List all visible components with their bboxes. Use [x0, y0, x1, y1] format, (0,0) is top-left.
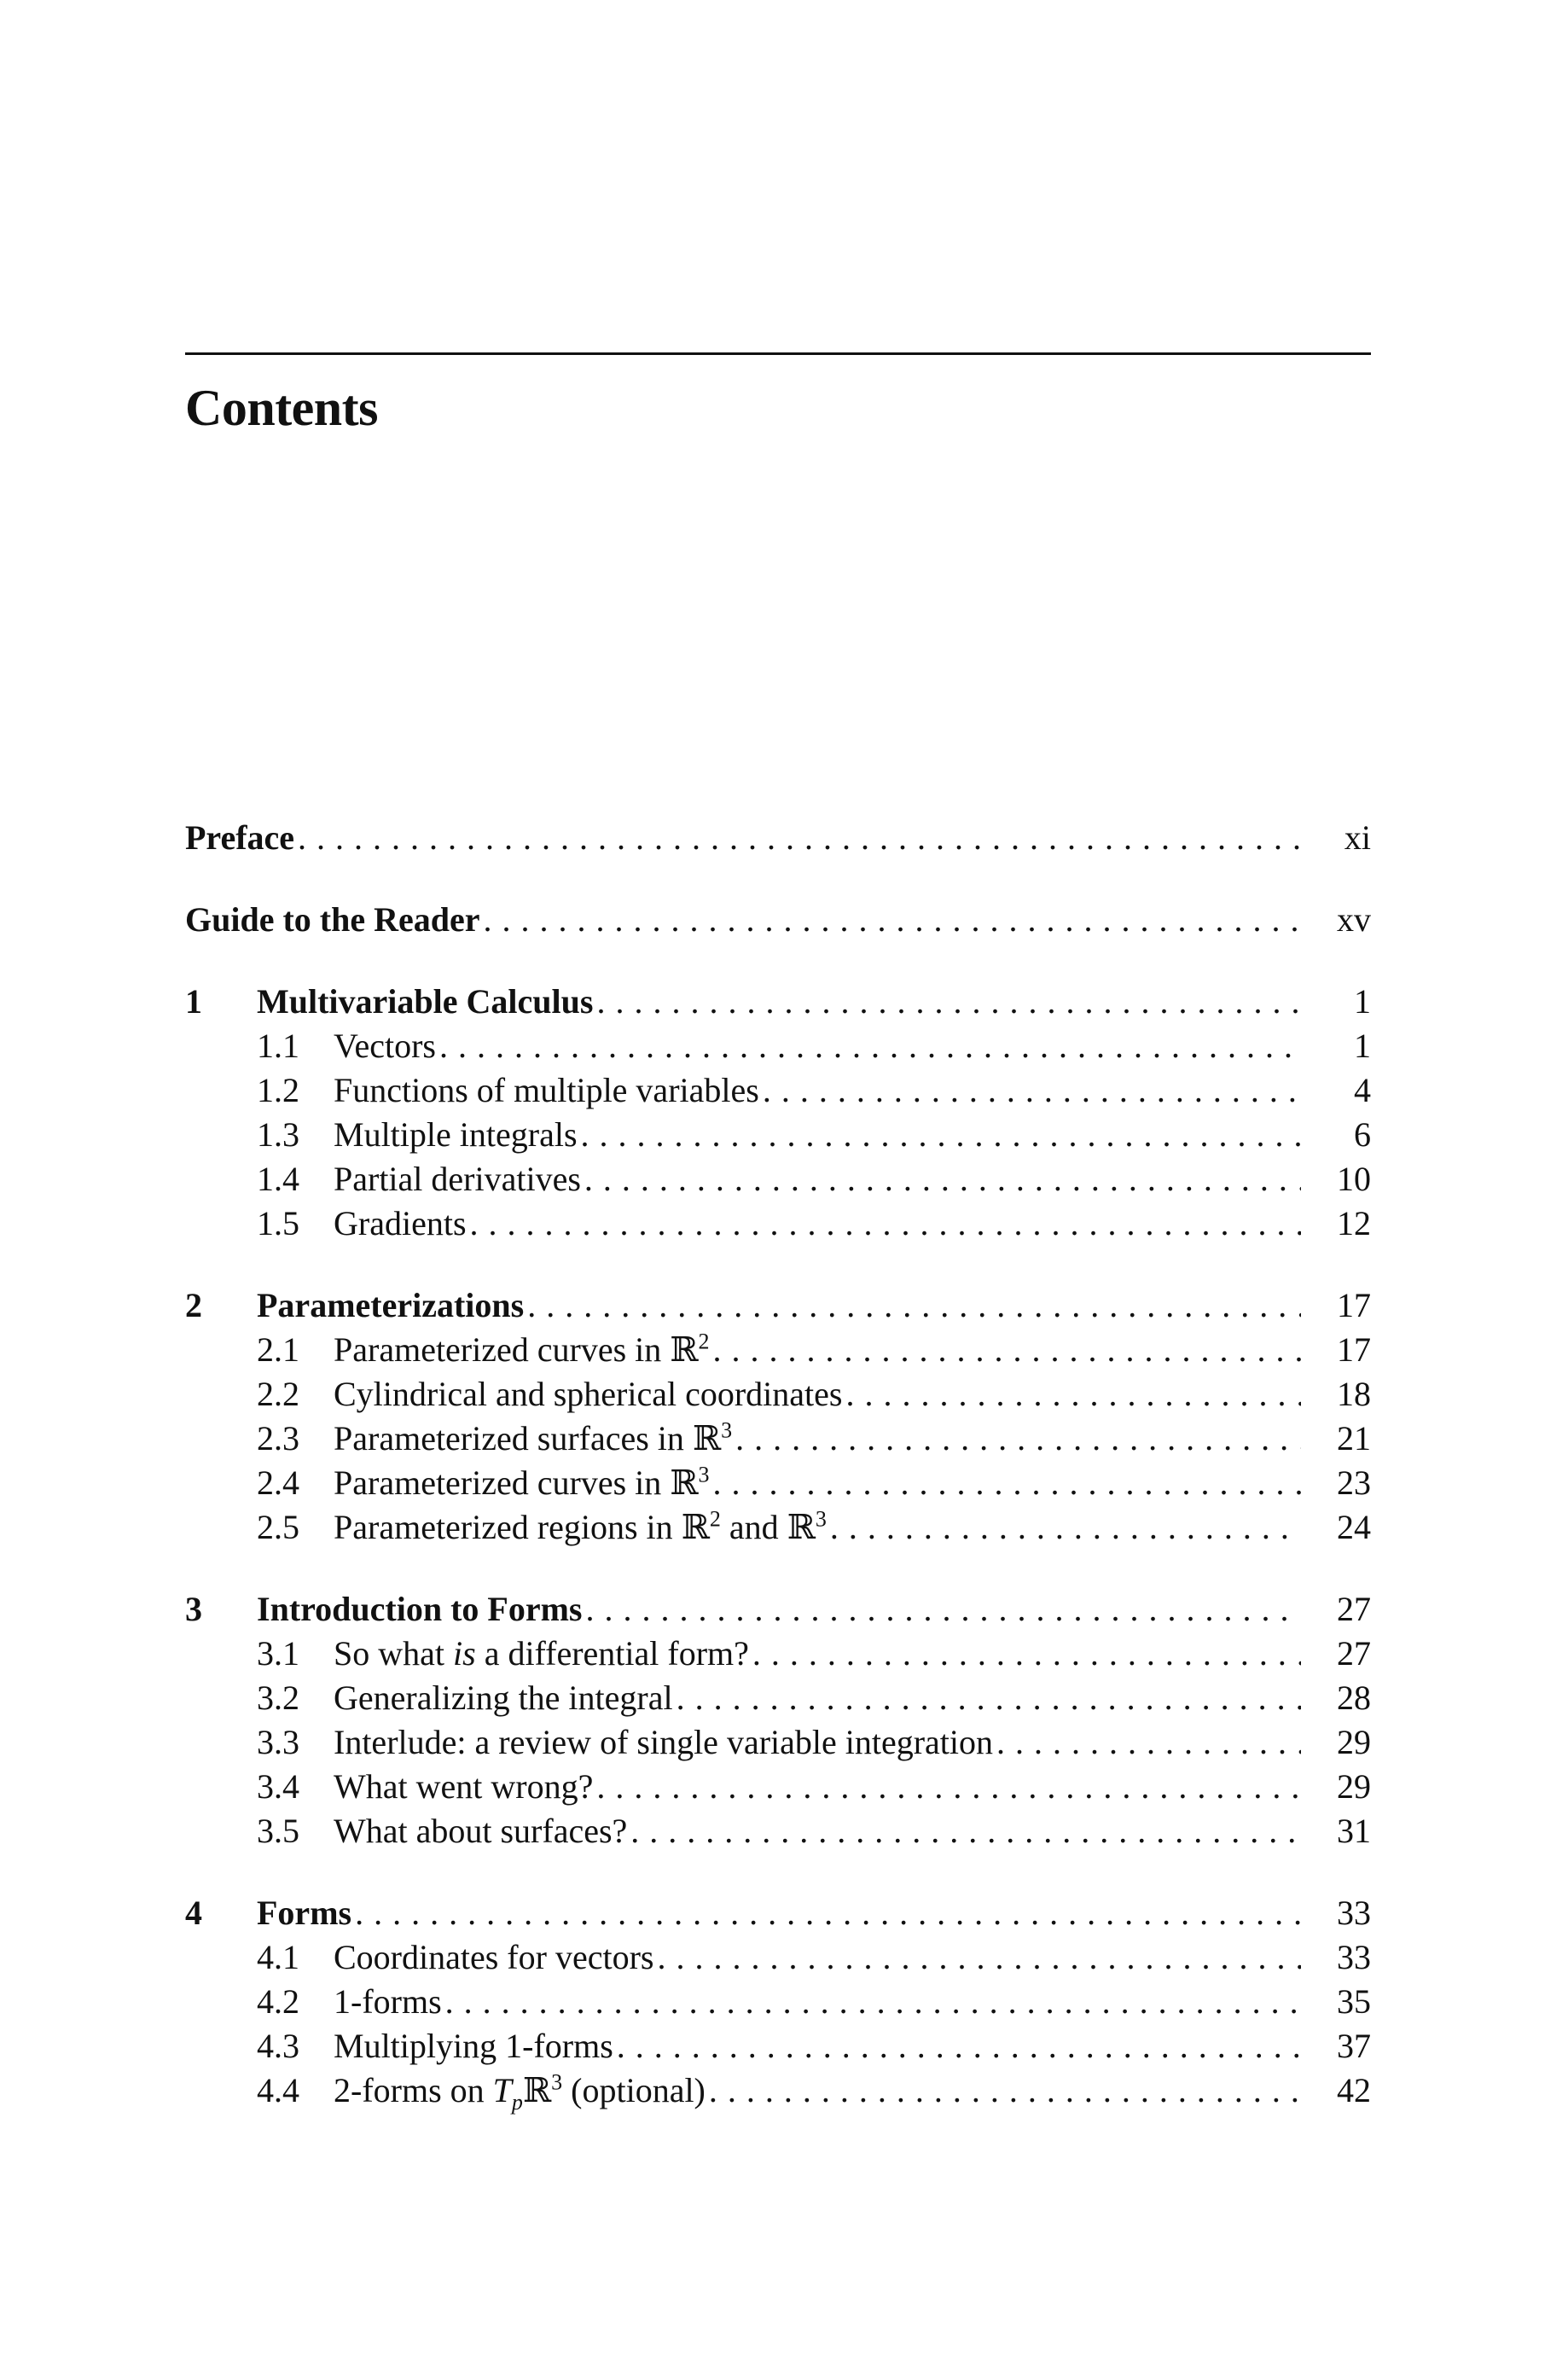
toc-chapter-4[interactable] [185, 1891, 1371, 1935]
reals-symbol: ℝ [670, 1330, 699, 1370]
entry-page: 37 [1337, 2027, 1371, 2065]
section-title: Multiple integrals [334, 1115, 578, 1154]
toc-section-4-2[interactable] [185, 1980, 1371, 2024]
reals-symbol: ℝ [692, 1419, 722, 1458]
toc-section-3-2[interactable] [185, 1676, 1371, 1720]
entry-page: 10 [1337, 1160, 1371, 1198]
section-title: Parameterized curves in ℝ$^2$ [334, 1329, 710, 1370]
entry-page: 31 [1337, 1812, 1371, 1850]
page-title: Contents [185, 380, 379, 436]
entry-page: 42 [1337, 2071, 1371, 2109]
toc-section-1-5[interactable] [185, 1201, 1371, 1246]
toc-section-4-3[interactable] [185, 2024, 1371, 2068]
dot-leader [439, 1024, 1301, 1068]
entry-page: xi [1344, 818, 1371, 857]
entry-page: 29 [1337, 1767, 1371, 1806]
section-number: 3.1 [257, 1634, 299, 1673]
chapter-title: Multivariable Calculus [257, 982, 594, 1021]
entry-page: 27 [1337, 1590, 1371, 1628]
dot-leader [845, 1372, 1301, 1417]
section-number: 2.5 [257, 1508, 299, 1546]
dot-leader [596, 1765, 1301, 1809]
section-number: 3.2 [257, 1679, 299, 1717]
entry-page: 1 [1354, 982, 1371, 1021]
entry-page: 1 [1354, 1027, 1371, 1065]
section-title: Multiplying 1-forms [334, 2027, 613, 2065]
toc-section-2-1[interactable] [185, 1328, 1371, 1372]
toc-section-4-4[interactable] [185, 2068, 1371, 2113]
section-number: 1.5 [257, 1204, 299, 1242]
entry-page: 23 [1337, 1463, 1371, 1502]
chapter-title: Introduction to Forms [257, 1590, 583, 1628]
entry-label: Guide to the Reader [185, 900, 480, 939]
toc-section-1-3[interactable] [185, 1113, 1371, 1157]
chapter-number: 4 [185, 1894, 202, 1932]
entry-page: 17 [1337, 1330, 1371, 1369]
toc-section-1-1[interactable] [185, 1024, 1371, 1068]
dot-leader [581, 1113, 1301, 1157]
entry-page: 29 [1337, 1723, 1371, 1761]
dot-leader [713, 1328, 1301, 1372]
section-number: 3.5 [257, 1812, 299, 1850]
toc-section-2-4[interactable] [185, 1461, 1371, 1505]
section-title: Gradients [334, 1204, 467, 1242]
toc-page [185, 0, 1371, 2368]
dot-leader [585, 1587, 1301, 1632]
dot-leader [484, 898, 1301, 942]
section-number: 2.1 [257, 1330, 299, 1369]
section-number: 1.4 [257, 1160, 299, 1198]
dot-leader [355, 1891, 1301, 1935]
section-title: 2-forms on $T_pℝ^3$ (optional) [334, 2069, 706, 2115]
toc-chapter-2[interactable] [185, 1283, 1371, 1328]
section-number: 2.2 [257, 1375, 299, 1413]
dot-leader [596, 980, 1301, 1024]
dot-leader [763, 1068, 1301, 1113]
dot-leader [470, 1201, 1301, 1246]
section-title: Functions of multiple variables [334, 1071, 759, 1109]
entry-page: 33 [1337, 1894, 1371, 1932]
title-rule [185, 352, 1371, 355]
toc-section-3-3[interactable] [185, 1720, 1371, 1765]
section-number: 3.3 [257, 1723, 299, 1761]
chapter-number: 2 [185, 1286, 202, 1324]
section-number: 1.1 [257, 1027, 299, 1065]
entry-page: 12 [1337, 1204, 1371, 1242]
dot-leader [527, 1283, 1301, 1328]
chapter-number: 3 [185, 1590, 202, 1628]
section-title: Interlude: a review of single variable integration [334, 1723, 994, 1761]
section-title: Generalizing the integral [334, 1679, 673, 1717]
toc-entry-guide[interactable] [185, 898, 1371, 942]
toc-section-1-4[interactable] [185, 1157, 1371, 1201]
toc-entry-preface[interactable] [185, 816, 1371, 860]
section-number: 3.4 [257, 1767, 299, 1806]
dot-leader [677, 1676, 1301, 1720]
reals-symbol: ℝ [681, 1508, 710, 1547]
reals-symbol: ℝ [522, 2071, 552, 2110]
toc-section-2-2[interactable] [185, 1372, 1371, 1417]
toc-section-3-1[interactable] [185, 1632, 1371, 1676]
section-title: Cylindrical and spherical coordinates [334, 1375, 843, 1413]
section-title: Partial derivatives [334, 1160, 581, 1198]
toc-section-3-4[interactable] [185, 1765, 1371, 1809]
entry-page: 4 [1354, 1071, 1371, 1109]
entry-page: 33 [1337, 1938, 1371, 1976]
entry-page: 35 [1337, 1982, 1371, 2021]
toc-section-2-5[interactable] [185, 1505, 1371, 1550]
toc-section-2-3[interactable] [185, 1417, 1371, 1461]
toc-section-4-1[interactable] [185, 1935, 1371, 1980]
dot-leader [752, 1632, 1301, 1676]
chapter-title: Parameterizations [257, 1286, 525, 1324]
dot-leader [709, 2068, 1301, 2113]
section-title: So what is a differential form? [334, 1634, 749, 1673]
dot-leader [298, 816, 1301, 860]
entry-page: 24 [1337, 1508, 1371, 1546]
toc-chapter-1[interactable] [185, 980, 1371, 1024]
section-number: 2.3 [257, 1419, 299, 1457]
dot-leader [445, 1980, 1301, 2024]
reals-symbol: ℝ [670, 1463, 699, 1503]
section-number: 2.4 [257, 1463, 299, 1502]
section-title: Parameterized regions in ℝ$^2$ and ℝ$^3$ [334, 1506, 827, 1547]
section-number: 4.2 [257, 1982, 299, 2021]
section-number: 1.2 [257, 1071, 299, 1109]
section-number: 4.3 [257, 2027, 299, 2065]
chapter-title: Forms [257, 1894, 352, 1932]
table-of-contents [185, 816, 1371, 2113]
entry-page: 27 [1337, 1634, 1371, 1673]
dot-leader [617, 2024, 1301, 2068]
section-title: 1-forms [334, 1982, 442, 2021]
reals-symbol: ℝ [787, 1508, 816, 1547]
dot-leader [830, 1505, 1301, 1550]
section-title: What went wrong? [334, 1767, 594, 1806]
entry-page: 28 [1337, 1679, 1371, 1717]
dot-leader [584, 1157, 1301, 1201]
dot-leader [996, 1720, 1301, 1765]
dot-leader [713, 1461, 1301, 1505]
chapter-number: 1 [185, 982, 202, 1021]
toc-section-1-2[interactable] [185, 1068, 1371, 1113]
section-title: Coordinates for vectors [334, 1938, 654, 1976]
dot-leader [735, 1417, 1301, 1461]
section-title: Vectors [334, 1027, 436, 1065]
toc-section-3-5[interactable] [185, 1809, 1371, 1853]
entry-page: 6 [1354, 1115, 1371, 1154]
section-title: Parameterized curves in ℝ$^3$ [334, 1462, 710, 1503]
entry-page: xv [1337, 900, 1371, 939]
entry-page: 21 [1337, 1419, 1371, 1457]
section-number: 4.4 [257, 2071, 299, 2109]
section-title: Parameterized surfaces in ℝ$^3$ [334, 1417, 733, 1458]
toc-chapter-3[interactable] [185, 1587, 1371, 1632]
dot-leader [630, 1809, 1301, 1853]
dot-leader [657, 1935, 1301, 1980]
section-title: What about surfaces? [334, 1812, 628, 1850]
section-number: 1.3 [257, 1115, 299, 1154]
section-number: 4.1 [257, 1938, 299, 1976]
entry-page: 17 [1337, 1286, 1371, 1324]
entry-page: 18 [1337, 1375, 1371, 1413]
entry-label: Preface [185, 818, 295, 857]
